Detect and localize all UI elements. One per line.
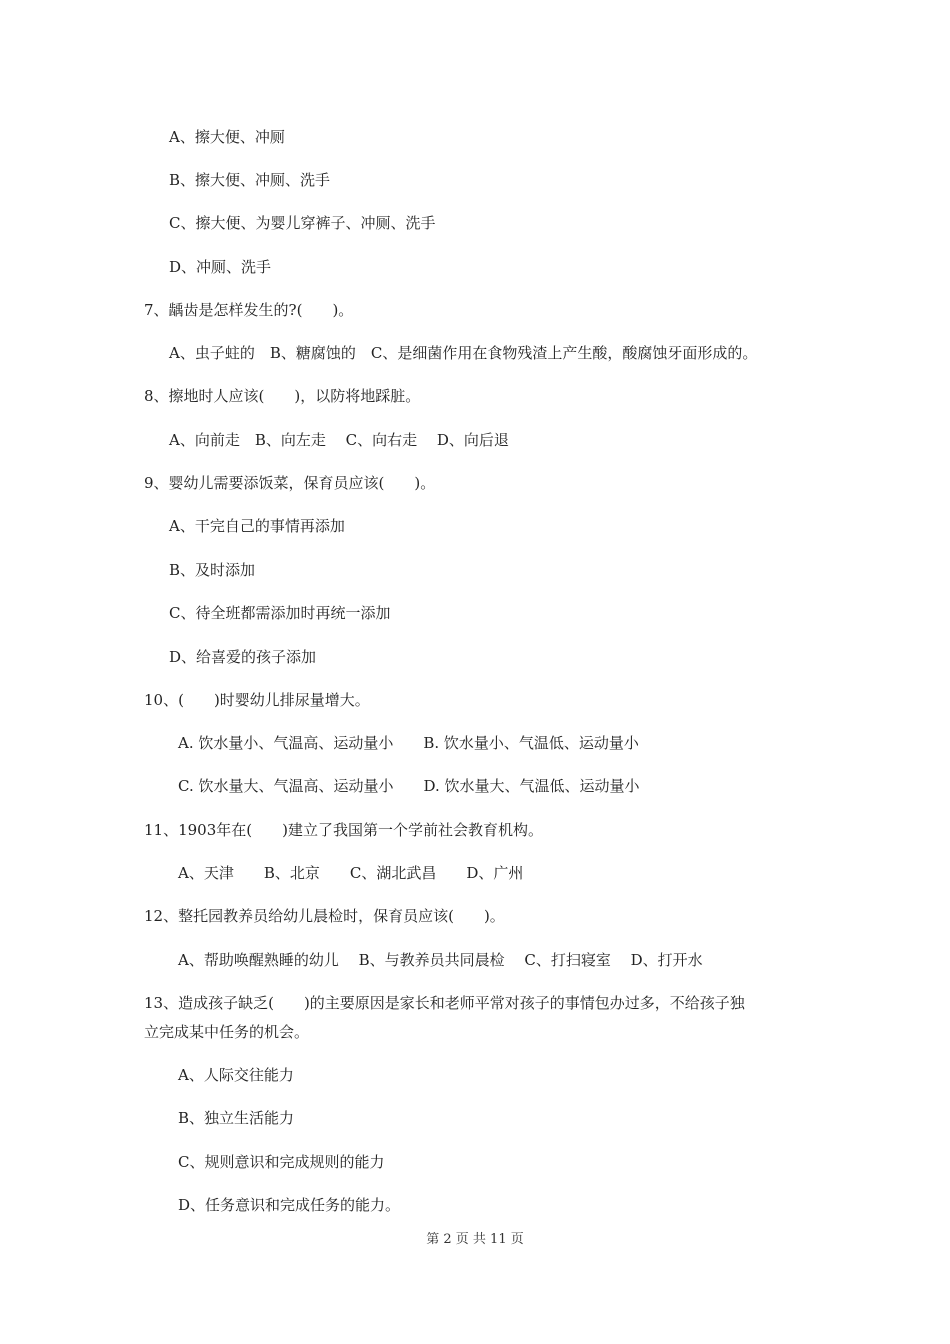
option-line: A、帮助唤醒熟睡的幼儿 B、与教养员共同晨检 C、打扫寝室 D、打开水 (178, 951, 703, 969)
option-line: C、待全班都需添加时再统一添加 (169, 604, 391, 622)
question-line: 7、龋齿是怎样发生的?( )。 (144, 301, 354, 319)
question-line: 10、( )时婴幼儿排尿量增大。 (144, 691, 370, 709)
option-line: D、任务意识和完成任务的能力。 (178, 1196, 401, 1214)
option-line: D、冲厕、洗手 (169, 258, 272, 276)
option-line: A、擦大便、冲厕 (169, 128, 285, 146)
option-line: B、独立生活能力 (178, 1109, 295, 1127)
page-footer: 第 2 页 共 11 页 (426, 1232, 524, 1247)
option-line: B、擦大便、冲厕、洗手 (169, 171, 331, 189)
option-line: A、干完自己的事情再添加 (169, 517, 345, 535)
question-line: 立完成某中任务的机会。 (144, 1023, 310, 1041)
question-line: 11、1903年在( )建立了我国第一个学前社会教育机构。 (144, 821, 543, 839)
question-line: 13、造成孩子缺乏( )的主要原因是家长和老师平常对孩子的事情包办过多，不给孩子独 (144, 994, 745, 1012)
option-line: A、人际交往能力 (178, 1066, 294, 1084)
option-line: C、规则意识和完成规则的能力 (178, 1153, 385, 1171)
option-line: A、虫子蛀的 B、糖腐蚀的 C、是细菌作用在食物残渣上产生酸，酸腐蚀牙面形成的。 (169, 344, 758, 362)
option-line: C、擦大便、为婴儿穿裤子、冲厕、洗手 (169, 214, 436, 232)
option-line: B、及时添加 (169, 561, 256, 579)
option-line: C. 饮水量大、气温高、运动量小 D. 饮水量大、气温低、运动量小 (178, 777, 640, 795)
question-line: 12、整托园教养员给幼儿晨检时，保育员应该( )。 (144, 907, 505, 925)
option-line: A. 饮水量小、气温高、运动量小 B. 饮水量小、气温低、运动量小 (178, 734, 639, 752)
question-line: 8、擦地时人应该( )，以防将地踩脏。 (144, 387, 421, 405)
question-line: 9、婴幼儿需要添饭菜，保育员应该( )。 (144, 474, 436, 492)
option-line: A、向前走 B、向左走 C、向右走 D、向后退 (169, 431, 509, 449)
option-line: A、天津 B、北京 C、湖北武昌 D、广州 (178, 864, 524, 882)
option-line: D、给喜爱的孩子添加 (169, 648, 317, 666)
